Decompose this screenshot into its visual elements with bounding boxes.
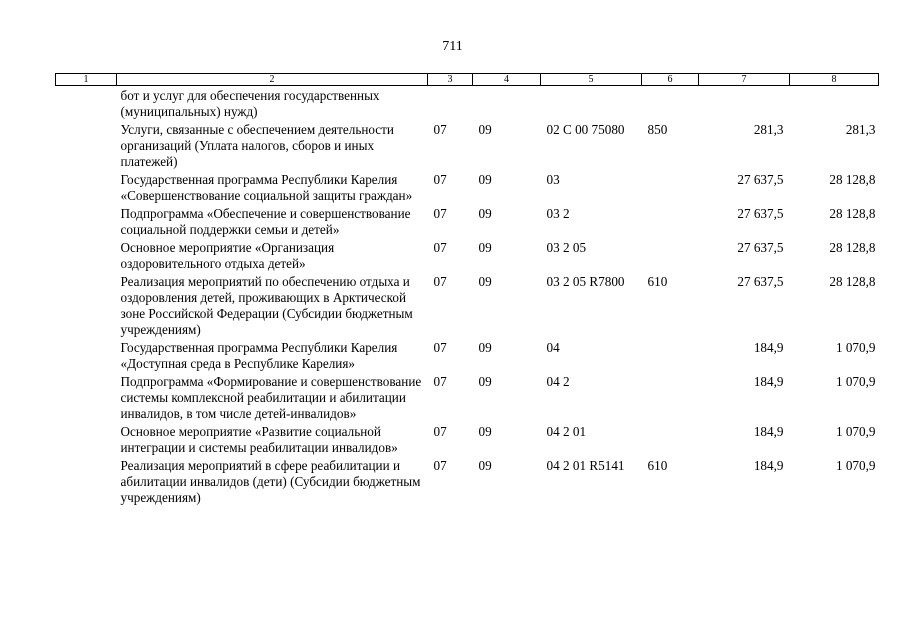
cell-amount-2: 1 070,9 bbox=[835, 458, 876, 473]
cell-target-code: 03 2 05 R7800 bbox=[546, 274, 625, 289]
cell-amount-1: 281,3 bbox=[753, 122, 784, 137]
cell-expense-type bbox=[642, 424, 699, 458]
column-header: 6 bbox=[642, 74, 699, 86]
cell-amount-1: 27 637,5 bbox=[737, 206, 784, 221]
budget-table bbox=[55, 73, 879, 508]
column-header: 3 bbox=[428, 74, 473, 86]
cell-amount-1: 184,9 bbox=[753, 374, 784, 389]
cell-target-code: 03 2 bbox=[546, 206, 570, 221]
cell-subsection: 09 bbox=[478, 458, 492, 473]
cell-expense-type: 610 bbox=[647, 458, 668, 473]
cell-section: 07 bbox=[433, 172, 447, 187]
cell-empty bbox=[56, 206, 117, 240]
row-name: Государственная программа Республики Карелия «Доступная среда в Республике Карелия» bbox=[120, 340, 398, 371]
cell-amount-1: 184,9 bbox=[753, 458, 784, 473]
cell-amount-2: 1 070,9 bbox=[835, 340, 876, 355]
cell-amount-2: 28 128,8 bbox=[829, 274, 876, 289]
cell-subsection: 09 bbox=[478, 172, 492, 187]
cell-target-code: 02 С 00 75080 bbox=[546, 122, 625, 137]
page-number: 711 bbox=[442, 39, 463, 54]
cell-amount-2: 28 128,8 bbox=[829, 240, 876, 255]
cell-target-code: 03 2 05 bbox=[546, 240, 587, 255]
cell-empty bbox=[56, 122, 117, 172]
cell-section: 07 bbox=[433, 458, 447, 473]
cell-amount-2 bbox=[790, 86, 879, 123]
table-row bbox=[56, 458, 879, 508]
cell-empty bbox=[56, 424, 117, 458]
table-row bbox=[56, 424, 879, 458]
table-row bbox=[56, 206, 879, 240]
cell-expense-type bbox=[642, 240, 699, 274]
cell-section: 07 bbox=[433, 274, 447, 289]
column-number-row bbox=[56, 74, 879, 86]
cell-subsection: 09 bbox=[478, 206, 492, 221]
table-row bbox=[56, 172, 879, 206]
cell-expense-type bbox=[642, 374, 699, 424]
cell-expense-type bbox=[642, 340, 699, 374]
table-row bbox=[56, 86, 879, 123]
column-header: 5 bbox=[541, 74, 642, 86]
table-row bbox=[56, 240, 879, 274]
cell-amount-1: 184,9 bbox=[753, 340, 784, 355]
table-row bbox=[56, 122, 879, 172]
cell-amount-1: 184,9 bbox=[753, 424, 784, 439]
cell-section: 07 bbox=[433, 374, 447, 389]
row-name: бот и услуг для обеспечения государственных (муниципальных) нужд) bbox=[120, 88, 380, 119]
row-name: Подпрограмма «Обеспечение и совершенствование социальной поддержки семьи и детей» bbox=[120, 206, 411, 237]
cell-section: 07 bbox=[433, 206, 447, 221]
cell-target-code: 03 bbox=[546, 172, 560, 187]
cell-empty bbox=[56, 172, 117, 206]
cell-target-code: 04 2 01 R5141 bbox=[546, 458, 625, 473]
cell-amount-2: 281,3 bbox=[845, 122, 876, 137]
cell-amount-2: 1 070,9 bbox=[835, 374, 876, 389]
cell-empty bbox=[56, 374, 117, 424]
column-header: 4 bbox=[473, 74, 541, 86]
column-header: 1 bbox=[56, 74, 117, 86]
cell-section: 07 bbox=[433, 122, 447, 137]
row-name: Основное мероприятие «Развитие социальной интеграции и системы реабилитации инвалидов» bbox=[120, 424, 398, 455]
cell-amount-1: 27 637,5 bbox=[737, 274, 784, 289]
row-name: Реализация мероприятий по обеспечению отдыха и оздоровления детей, проживающих в Арктической зоне Российской Федерации (Субсидии бюджетным учреждениям) bbox=[120, 274, 413, 337]
cell-target-code: 04 2 01 bbox=[546, 424, 587, 439]
row-name: Реализация мероприятий в сфере реабилитации и абилитации инвалидов (дети) (Субсидии бюджетным учреждениям) bbox=[120, 458, 421, 505]
cell-empty bbox=[56, 240, 117, 274]
cell-expense-type bbox=[642, 206, 699, 240]
column-header: 2 bbox=[117, 74, 428, 86]
cell-amount-2: 1 070,9 bbox=[835, 424, 876, 439]
cell-empty bbox=[56, 340, 117, 374]
cell-expense-type bbox=[642, 172, 699, 206]
cell-subsection: 09 bbox=[478, 340, 492, 355]
column-header: 7 bbox=[699, 74, 790, 86]
cell-amount-1: 27 637,5 bbox=[737, 240, 784, 255]
table-row bbox=[56, 374, 879, 424]
cell-amount-1 bbox=[699, 86, 790, 123]
cell-section: 07 bbox=[433, 340, 447, 355]
cell-subsection: 09 bbox=[478, 424, 492, 439]
cell-subsection: 09 bbox=[478, 240, 492, 255]
cell-expense-type bbox=[642, 86, 699, 123]
cell-amount-2: 28 128,8 bbox=[829, 172, 876, 187]
cell-empty bbox=[56, 458, 117, 508]
cell-expense-type: 850 bbox=[647, 122, 668, 137]
cell-section bbox=[428, 86, 473, 123]
cell-expense-type: 610 bbox=[647, 274, 668, 289]
row-name: Основное мероприятие «Организация оздоровительного отдыха детей» bbox=[120, 240, 335, 271]
cell-subsection: 09 bbox=[478, 122, 492, 137]
cell-subsection: 09 bbox=[478, 274, 492, 289]
cell-empty bbox=[56, 86, 117, 123]
cell-section: 07 bbox=[433, 424, 447, 439]
cell-target-code: 04 bbox=[546, 340, 560, 355]
cell-target-code: 04 2 bbox=[546, 374, 570, 389]
cell-subsection bbox=[473, 86, 541, 123]
cell-amount-2: 28 128,8 bbox=[829, 206, 876, 221]
row-name: Подпрограмма «Формирование и совершенствование системы комплексной реабилитации и абилитации инвалидов, в том числе детей-инвалидов» bbox=[120, 374, 422, 421]
row-name: Государственная программа Республики Карелия «Совершенствование социальной защиты граждан» bbox=[120, 172, 413, 203]
table-row bbox=[56, 340, 879, 374]
cell-section: 07 bbox=[433, 240, 447, 255]
row-name: Услуги, связанные с обеспечением деятельности организаций (Уплата налогов, сборов и иных платежей) bbox=[120, 122, 394, 169]
column-header: 8 bbox=[790, 74, 879, 86]
cell-target-code bbox=[541, 86, 642, 123]
cell-amount-1: 27 637,5 bbox=[737, 172, 784, 187]
cell-subsection: 09 bbox=[478, 374, 492, 389]
cell-empty bbox=[56, 274, 117, 340]
table-row bbox=[56, 274, 879, 340]
